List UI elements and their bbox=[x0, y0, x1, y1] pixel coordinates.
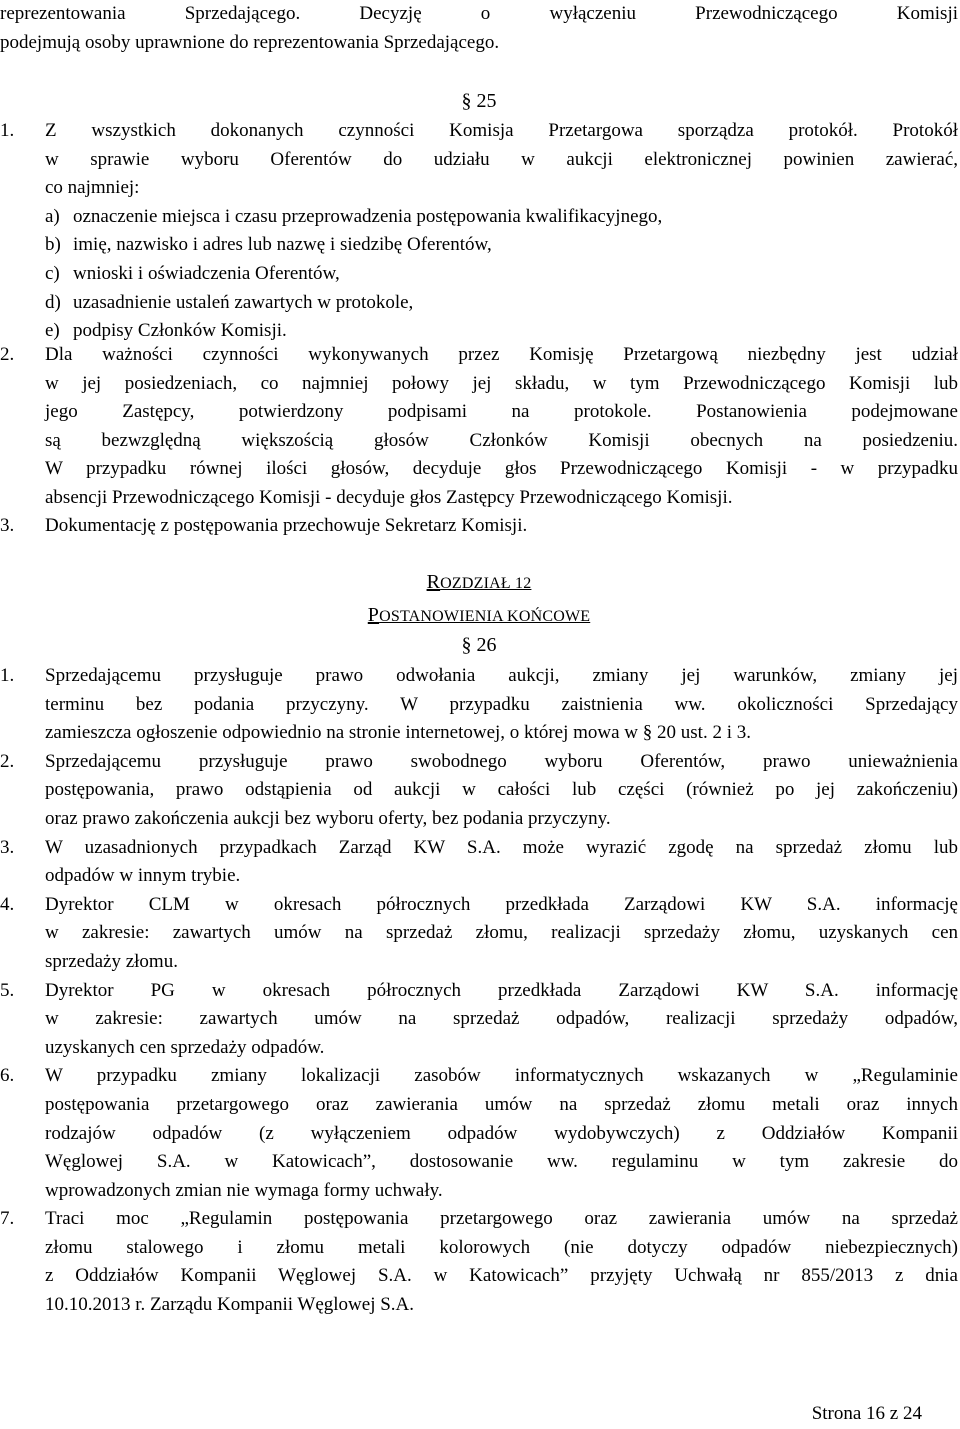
section-26-item-7 bbox=[0, 1205, 958, 1319]
chapter-subtitle: POSTANOWIENIA KOŃCOWE bbox=[367, 604, 591, 626]
text-line: Dokumentację z postępowania przechowuje Sekretarz Komisji. bbox=[45, 515, 528, 536]
text-line: złomu stalowego i złomu metali kolorowych (nie dotyczy odpadów niebezpiecznych) bbox=[45, 1236, 958, 1258]
list-item: b) imię, nazwisko i adres lub nazwę i siedzibę Oferentów, bbox=[45, 234, 492, 256]
section-25-item-3 bbox=[0, 512, 958, 541]
item-number: 2. bbox=[0, 344, 15, 365]
text-line: Z wszystkich dokonanych czynności Komisja Przetargowa sporządza protokół. Protokół bbox=[45, 120, 958, 141]
list-item: e) podpisy Członków Komisji. bbox=[45, 320, 287, 342]
text-line: Sprzedającemu przysługuje prawo swobodnego wyboru Oferentów, prawo unieważnienia bbox=[45, 750, 958, 772]
list-item: a) oznaczenie miejsca i czasu przeprowadzenia postępowania kwalifikacyjnego, bbox=[45, 205, 663, 227]
text-line: z Oddziałów Kompanii Węglowej S.A. w Katowicach” przyjęty Uchwałą nr 855/2013 z dnia bbox=[45, 1265, 958, 1287]
section-25-item-2 bbox=[0, 341, 958, 513]
text-line: reprezentowania Sprzedającego. Decyzję o wyłączeniu Przewodniczącego Komisji bbox=[0, 3, 958, 24]
text-line: w zakresie: zawartych umów na sprzedaż złomu, realizacji sprzedaży złomu, uzyskanych cen bbox=[45, 922, 958, 944]
text-line: Dyrektor PG w okresach półrocznych przedkłada Zarządowi KW S.A. informację bbox=[45, 979, 958, 1001]
section-number: § 26 bbox=[461, 634, 497, 656]
item-number: 1. bbox=[0, 120, 15, 141]
text-line: W przypadku zmiany lokalizacji zasobów informatycznych wskazanych w „Regulaminie bbox=[45, 1065, 958, 1087]
list-item: d) uzasadnienie ustaleń zawartych w protokole, bbox=[45, 291, 414, 313]
section-26-item-2 bbox=[0, 748, 958, 834]
item-number: 7. bbox=[0, 1208, 15, 1230]
text-line: w zakresie: zawartych umów na sprzedaż odpadów, realizacji sprzedaży odpadów, bbox=[45, 1008, 958, 1030]
text-line: Traci moc „Regulamin postępowania przetargowego oraz zawierania umów na sprzedaż bbox=[45, 1208, 958, 1230]
section-26-item-1 bbox=[0, 662, 958, 748]
text-line: Dla ważności czynności wykonywanych przez Komisję Przetargową niezbędny jest udział bbox=[45, 344, 958, 365]
item-number: 4. bbox=[0, 893, 15, 915]
text-line: podejmują osoby uprawnione do reprezentowania Sprzedającego. bbox=[0, 31, 500, 53]
text-line: są bezwzględną większością głosów Członków Komisji obecnych na posiedzeniu. bbox=[45, 429, 958, 451]
text-line: Dyrektor CLM w okresach półrocznych przedkłada Zarządowi KW S.A. informację bbox=[45, 893, 958, 915]
section-26-item-5 bbox=[0, 977, 958, 1063]
text-line: sprzedaży złomu. bbox=[45, 950, 178, 972]
section-number: § 25 bbox=[461, 90, 497, 112]
section-26-item-4 bbox=[0, 891, 958, 977]
item-number: 3. bbox=[0, 836, 15, 858]
intro-paragraph bbox=[0, 0, 958, 57]
text-line: zamieszcza ogłoszenie odpowiednio na stronie internetowej, o której mowa w § 20 ust. 2 i 3. bbox=[45, 722, 751, 744]
item-number: 2. bbox=[0, 750, 15, 772]
text-line: odpadów w innym trybie. bbox=[45, 865, 241, 887]
text-line: co najmniej: bbox=[45, 177, 140, 199]
section-26-list bbox=[0, 662, 958, 1320]
item-number: 6. bbox=[0, 1065, 15, 1087]
text-line: wprowadzonych zmian nie wymaga formy uchwały. bbox=[45, 1179, 443, 1201]
text-line: w sprawie wyboru Oferentów do udziału w aukcji elektronicznej powinien zawierać, bbox=[45, 148, 958, 170]
chapter-title: ROZDZIAŁ 12 bbox=[426, 571, 532, 593]
text-line: rodzajów odpadów (z wyłączeniem odpadów wydobywczych) z Oddziałów Kompanii bbox=[45, 1122, 958, 1144]
text-line: Sprzedającemu przysługuje prawo odwołania aukcji, zmiany jej warunków, zmiany jej bbox=[45, 665, 958, 686]
section-26-item-6 bbox=[0, 1062, 958, 1205]
item-number: 3. bbox=[0, 515, 15, 536]
text-line: postępowania przetargowego oraz zawierania umów na sprzedaż złomu metali oraz innych bbox=[45, 1093, 958, 1115]
list-item: c) wnioski i oświadczenia Oferentów, bbox=[45, 262, 340, 284]
text-line: W przypadku równej ilości głosów, decyduje głos Przewodniczącego Komisji - w przypadku bbox=[45, 458, 958, 480]
text-line: oraz prawo zakończenia aukcji bez wyboru oferty, bez podania przyczyny. bbox=[45, 807, 611, 829]
section-25-item-1 bbox=[0, 117, 958, 346]
item-number: 5. bbox=[0, 979, 15, 1001]
text-line: 10.10.2013 r. Zarządu Kompanii Węglowej S.A. bbox=[45, 1294, 415, 1316]
text-line: W uzasadnionych przypadkach Zarząd KW S.A. może wyrazić zgodę na sprzedaż złomu lub bbox=[45, 836, 958, 858]
text-line: terminu bez podania przyczyny. W przypadku zaistnienia ww. okoliczności Sprzedający bbox=[45, 693, 958, 715]
text-line: absencji Przewodniczącego Komisji - decyduje głos Zastępcy Przewodniczącego Komisji. bbox=[45, 486, 733, 508]
text-line: postępowania, prawo odstąpienia od aukcji w całości lub części (również po jej zakończeniu) bbox=[45, 779, 958, 801]
section-26-item-3 bbox=[0, 834, 958, 891]
text-line: uzyskanych cen sprzedaży odpadów. bbox=[45, 1036, 325, 1058]
text-line: w jej posiedzeniach, co najmniej połowy jej składu, w tym Przewodniczącego Komisji lub bbox=[45, 372, 958, 394]
text-line: jego Zastępcy, potwierdzony podpisami na protokole. Postanowienia podejmowane bbox=[45, 401, 958, 423]
item-number: 1. bbox=[0, 665, 15, 686]
page-number: Strona 16 z 24 bbox=[811, 1403, 922, 1424]
text-line: Węglowej S.A. w Katowicach”, dostosowanie ww. regulaminu w tym zakresie do bbox=[45, 1151, 958, 1173]
